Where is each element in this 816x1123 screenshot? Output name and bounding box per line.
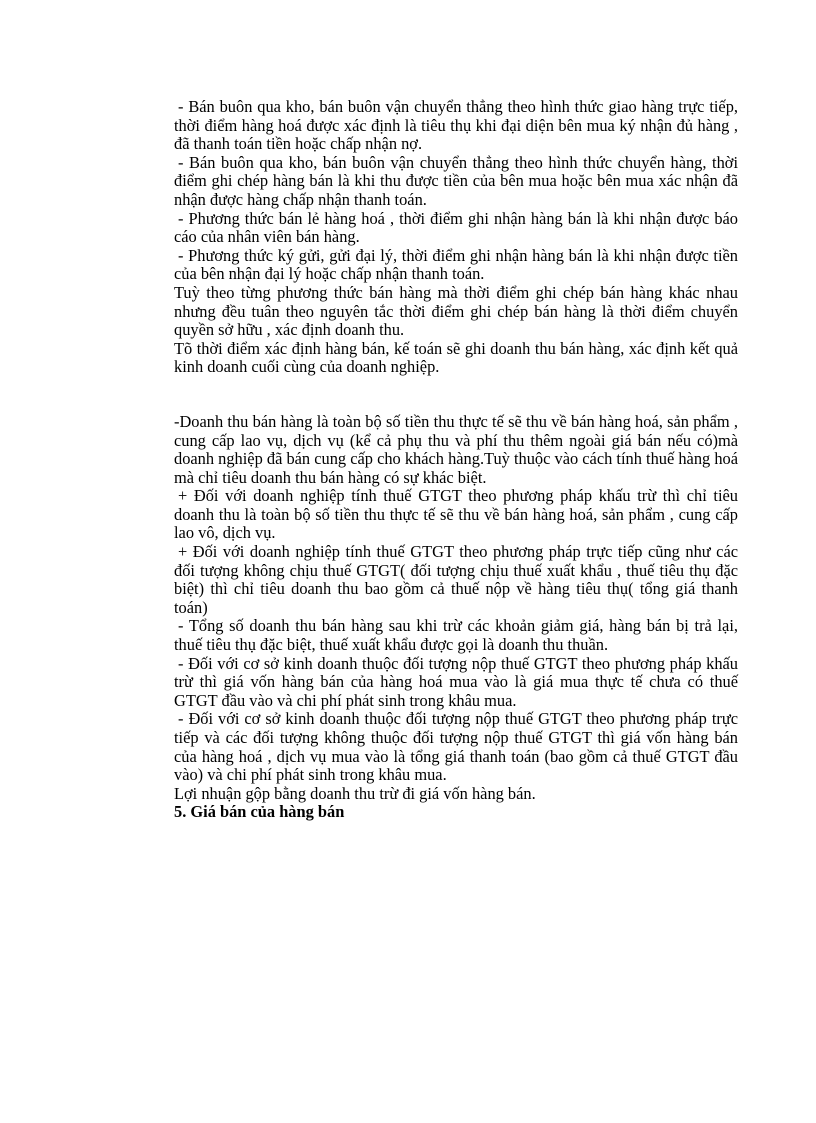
paragraph-wholesale-shipping: - Bán buôn qua kho, bán buôn vận chuyển thẳng theo hình thức chuyển hàng, thời điểm ghi chép hàng bán là khi thu được tiền của bên mua hoặc bên mua xác nhận đã nhận được hàng chấp nhận thanh toán. [174,152,738,209]
paragraph-cost-direct: - Đối với cơ sở kinh doanh thuộc đối tượng nộp thuế GTGT theo phương pháp trực tiếp và các đối tượng không thuộc đối tượng nộp thuế GTGT thì giá vốn hàng bán của hàng hoá , dịch vụ mua vào là tổng giá thanh toán (bao gồm cả thuế GTGT đầu vào) và chi phí phát sinh trong khâu mua. [174,709,738,785]
document-page [174,98,738,822]
paragraph-recording-principle: Tuỳ theo từng phương thức bán hàng mà thời điểm ghi chép bán hàng khác nhau nhưng đều tuân theo nguyên tắc thời điểm ghi chép bán hàng là thời điểm chuyển quyền sở hữu , xác định doanh thu. [174,282,738,340]
paragraph-gross-profit: Lợi nhuận gộp bằng doanh thu trừ đi giá vốn hàng bán. [174,783,536,803]
section-gap [174,377,738,413]
paragraph-wholesale-direct: - Bán buôn qua kho, bán buôn vận chuyển thẳng theo hình thức giao hàng trực tiếp, thời điểm hàng hoá được xác định là tiêu thụ khi đại diện bên mua ký nhận đủ hàng , đã thanh toán tiền hoặc chấp nhận nợ. [174,97,738,154]
section-heading: 5. Giá bán của hàng bán [174,802,345,822]
paragraph-cost-deduction: - Đối với cơ sở kinh doanh thuộc đối tượng nộp thuế GTGT theo phương pháp khấu trừ thì giá vốn hàng bán của hàng hoá mua vào là giá mua thực tế chưa có thuế GTGT đầu vào và chi phí phát sinh trong khâu mua. [174,653,738,710]
paragraph-retail: - Phương thức bán lẻ hàng hoá , thời điểm ghi nhận hàng bán là khi nhận được báo cáo của nhân viên bán hàng. [174,208,738,247]
paragraph-net-revenue: - Tổng số doanh thu bán hàng sau khi trừ các khoản giảm giá, hàng bán bị trả lại, thuế tiêu thụ đặc biệt, thuế xuất khẩu được gọi là doanh thu thuần. [174,616,738,655]
paragraph-revenue-definition: -Doanh thu bán hàng là toàn bộ số tiền thu thực tế sẽ thu về bán hàng hoá, sản phẩm , cung cấp lao vụ, dịch vụ (kể cả phụ thu và phí thu thêm ngoài giá bán nếu có)mà doanh nghiệp đã bán cung cấp cho khách hàng.Tuỳ thuộc vào cách tính thuế hàng hoá mà chỉ tiêu doanh thu bán hàng có sự khác biệt. [174,411,738,487]
paragraph-revenue-recording: Tõ thời điểm xác định hàng bán, kế toán sẽ ghi doanh thu bán hàng, xác định kết quả kinh doanh cuối cùng của doanh nghiệp. [174,338,738,377]
paragraph-deduction-method: + Đối với doanh nghiệp tính thuế GTGT theo phương pháp khấu trừ thì chỉ tiêu doanh thu là toàn bộ số tiền thu thực tế sẽ thu về bán hàng hoá, sản phẩm , cung cấp lao vô, dịch vụ. [174,486,738,543]
paragraph-consignment: - Phương thức ký gửi, gửi đại lý, thời điểm ghi nhận hàng bán là khi nhận được tiền của bên nhận đại lý hoặc chấp nhận thanh toán. [174,245,738,284]
paragraph-direct-method: + Đối với doanh nghiệp tính thuế GTGT theo phương pháp trực tiếp cũng như các đối tượng không chịu thuế GTGT( đối tượng chịu thuế xuất khẩu , thuế tiêu thụ đặc biệt) thì chỉ tiêu doanh thu bao gồm cả thuế nộp về hàng tiêu thụ( tổng giá thanh toán) [174,542,738,617]
